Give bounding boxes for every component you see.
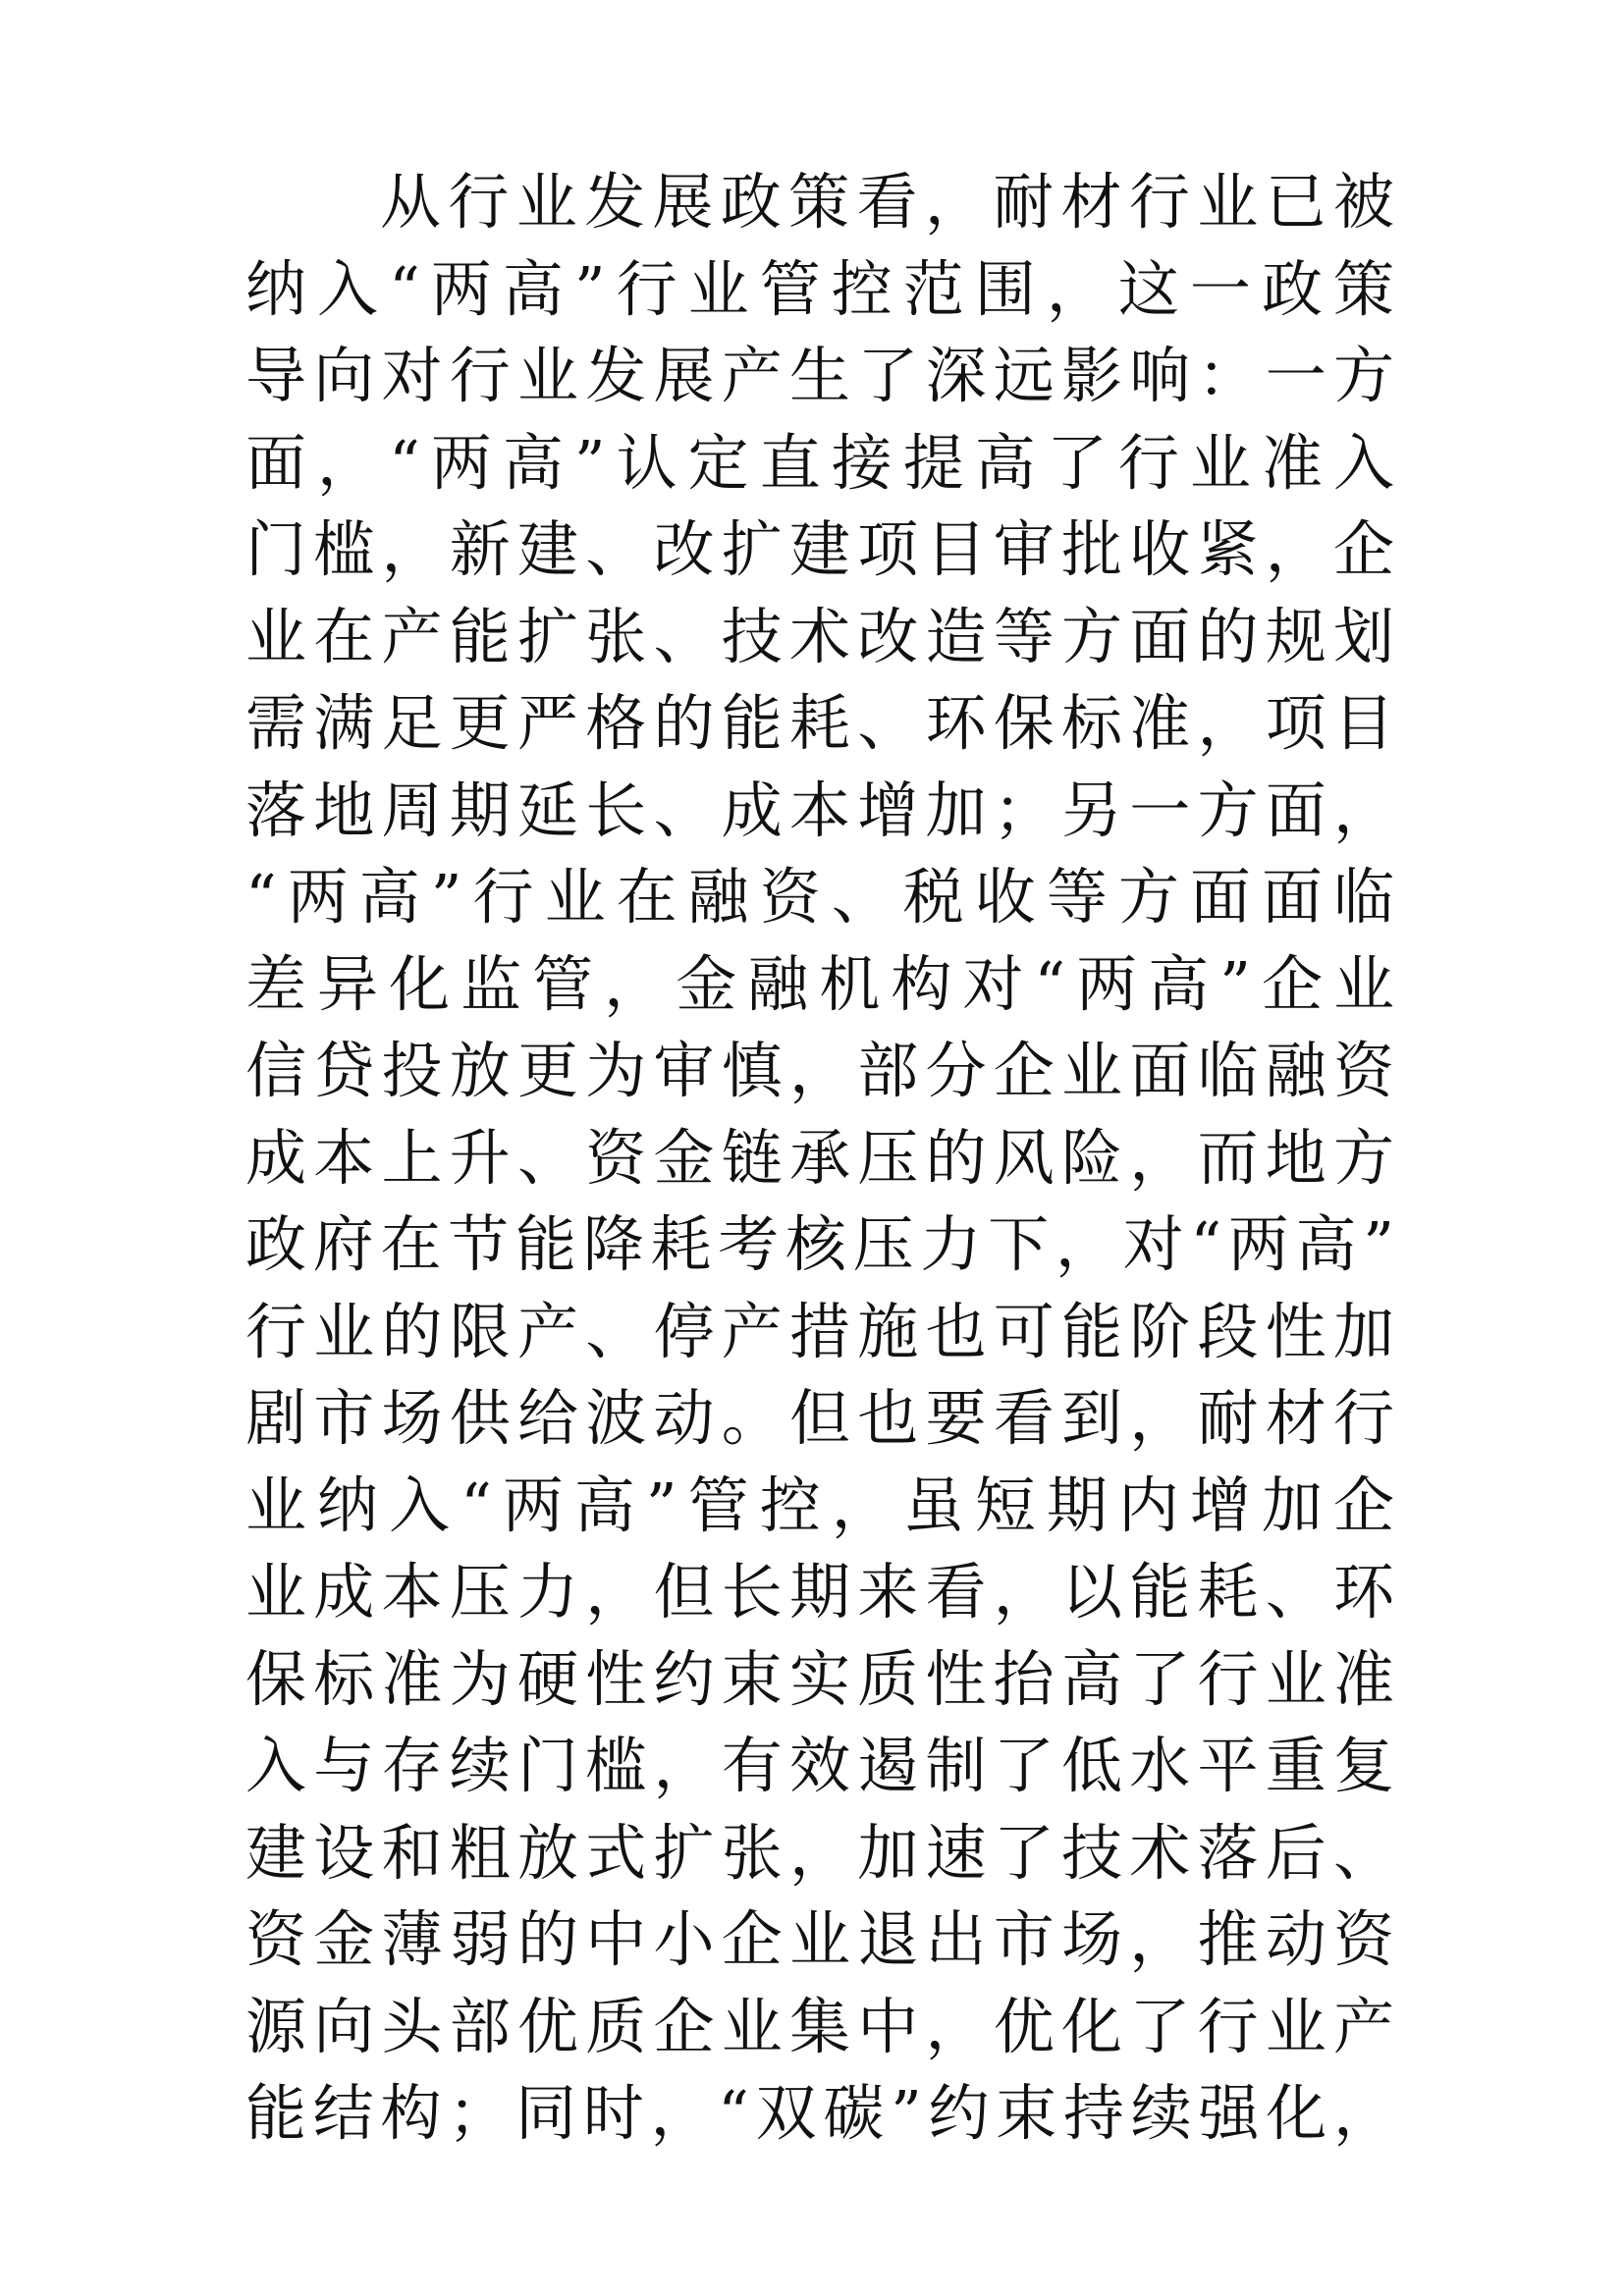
paragraph-line-3: 导向对行业发展产生了深远影响：一方 xyxy=(245,340,1394,411)
paragraph-line-14: 行业的限产、停产措施也可能阶段性加 xyxy=(245,1295,1394,1367)
paragraph-line-2: 纳入“两高”行业管控范围，这一政策 xyxy=(245,252,1394,325)
paragraph-line-12: 成本上升、资金链承压的风险，而地方 xyxy=(245,1121,1394,1194)
paragraph-line-23: 能结构；同时，“双碳”约束持续强化， xyxy=(245,2077,1394,2149)
paragraph-line-11: 信贷投放更为审慎，部分企业面临融资 xyxy=(245,1035,1394,1106)
paragraph-line-9: “两高”行业在融资、税收等方面面临 xyxy=(245,861,1394,933)
paragraph-line-13: 政府在节能降耗考核压力下，对“两高” xyxy=(245,1208,1394,1280)
paragraph-line-17: 业成本压力，但长期来看，以能耗、环 xyxy=(245,1556,1394,1628)
paragraph-line-7: 需满足更严格的能耗、环保标准，项目 xyxy=(245,687,1394,759)
paragraph-line-5: 门槛，新建、改扩建项目审批收紧，企 xyxy=(245,513,1394,585)
paragraph-line-8: 落地周期延长、成本增加；另一方面， xyxy=(245,774,1394,846)
paragraph-line-4: 面，“两高”认定直接提高了行业准入 xyxy=(245,426,1394,499)
paragraph-line-22: 源向头部优质企业集中，优化了行业产 xyxy=(245,1990,1394,2062)
paragraph-line-21: 资金薄弱的中小企业退出市场，推动资 xyxy=(245,1903,1394,1975)
paragraph-line-10: 差异化监管，金融机构对“两高”企业 xyxy=(245,947,1394,1020)
paragraph-line-6: 业在产能扩张、技术改造等方面的规划 xyxy=(245,600,1394,672)
paragraph-line-15: 剧市场供给波动。但也要看到，耐材行 xyxy=(245,1382,1394,1454)
paragraph-line-16: 业纳入“两高”管控，虽短期内增加企 xyxy=(245,1468,1394,1541)
paragraph-line-20: 建设和粗放式扩张，加速了技术落后、 xyxy=(245,1816,1394,1889)
paragraph-line-1: 从行业发展政策看，耐材行业已被 xyxy=(380,166,1394,238)
paragraph-line-18: 保标准为硬性约束实质性抬高了行业准 xyxy=(245,1642,1394,1715)
body-paragraph xyxy=(245,159,1394,2158)
paragraph-line-19: 入与存续门槛，有效遏制了低水平重复 xyxy=(245,1730,1394,1801)
